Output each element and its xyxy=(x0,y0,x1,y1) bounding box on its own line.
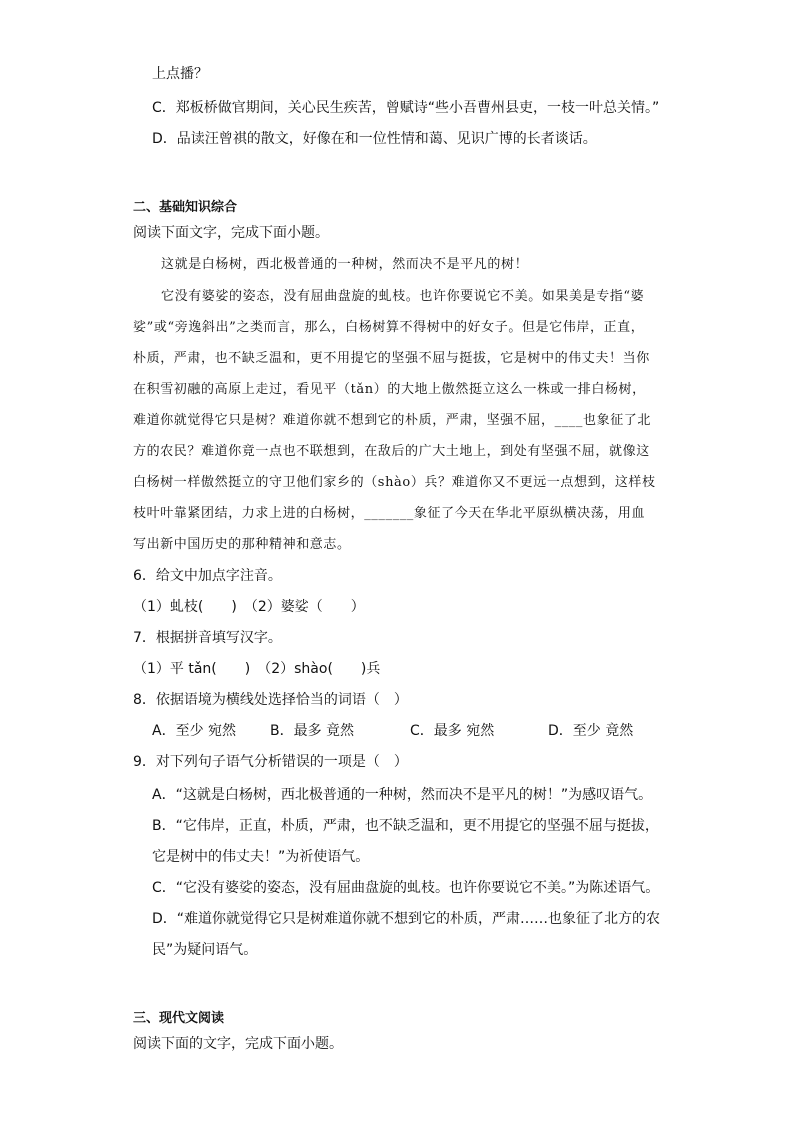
question-9-option-b-cont: 它是树中的伟丈夫！”为祈使语气。 xyxy=(152,849,370,865)
question-7-stem: 7．根据拼音填写汉字。 xyxy=(133,630,282,646)
question-6-stem: 6．给文中加点字注音。 xyxy=(133,568,282,584)
passage-line: 方的农民？难道你竟一点也不联想到，在敌后的广大土地上，到处有坚强不屈，就像这 xyxy=(133,444,650,459)
question-8-option-d: D．至少 竟然 xyxy=(548,723,634,739)
question-8-stem: 8．依据语境为横线处选择恰当的词语（ ） xyxy=(133,692,408,708)
section-title-basic-knowledge: 二、基础知识综合 xyxy=(133,200,238,215)
section-intro: 阅读下面文字，完成下面小题。 xyxy=(133,225,329,241)
question-continuation: 上点播？ xyxy=(152,66,208,82)
section-intro-modern-reading: 阅读下面的文字，完成下面小题。 xyxy=(133,1036,343,1052)
question-9-stem: 9．对下列句子语气分析错误的一项是（ ） xyxy=(133,754,408,770)
passage-line: 在积雪初融的高原上走过，看见平（tǎn）的大地上傲然挺立这么一株或一排白杨树， xyxy=(133,382,646,397)
section-title-modern-reading: 三、现代文阅读 xyxy=(133,1011,225,1026)
question-9-option-c: C．“它没有婆娑的姿态，没有屈曲盘旋的虬枝。也许你要说它不美。”为陈述语气。 xyxy=(152,880,660,896)
passage-line: 枝叶叶靠紧团结，力求上进的白杨树，_______象征了今天在华北平原纵横决荡，用血 xyxy=(133,506,646,521)
passage-line: 朴质，严肃，也不缺乏温和，更不用提它的坚强不屈与挺拔，它是树中的伟丈夫！当你 xyxy=(133,351,650,366)
question-9-option-d: D．“难道你就觉得它只是树难道你就不想到它的朴质，严肃……也象征了北方的农 xyxy=(152,911,661,927)
passage-line: 白杨树一样傲然挺立的守卫他们家乡的（shào）兵？难道你又不更远一点想到，这样枝 xyxy=(133,475,656,490)
passage-line: 这就是白杨树，西北极普通的一种树，然而决不是平凡的树！ xyxy=(161,257,529,272)
passage-line: 娑”或“旁逸斜出”之类而言，那么，白杨树算不得树中的好女子。但是它伟岸，正直， xyxy=(133,320,645,335)
question-9-option-b: B．“它伟岸，正直，朴质，严肃，也不缺乏温和，更不用提它的坚强不屈与挺拔， xyxy=(152,818,659,834)
passage-line: 难道你就觉得它只是树？难道你就不想到它的朴质，严肃，坚强不屈，____也象征了北 xyxy=(133,413,652,428)
question-8-option-b: B．最多 竟然 xyxy=(270,723,355,739)
question-6-parts: （1）虬枝( ) （2）婆娑（ ） xyxy=(133,599,365,615)
question-8-option-a: A．至少 宛然 xyxy=(152,723,237,739)
option-c: C．郑板桥做官期间，关心民生疾苦，曾赋诗“些小吾曹州县吏，一枝一叶总关情。” xyxy=(152,100,660,116)
question-8-option-c: C．最多 宛然 xyxy=(410,723,495,739)
passage-line: 写出新中国历史的那种精神和意志。 xyxy=(133,537,351,552)
passage-line: 它没有婆娑的姿态，没有屈曲盘旋的虬枝。也许你要说它不美。如果美是专指“婆 xyxy=(161,289,645,304)
option-d: D．品读汪曾祺的散文，好像在和一位性情和蔼、见识广博的长者谈话。 xyxy=(152,131,597,147)
question-9-option-d-cont: 民”为疑问语气。 xyxy=(152,942,258,958)
question-7-parts: （1）平 tǎn( ) （2）shào( )兵 xyxy=(133,661,381,677)
question-9-option-a: A．“这就是白杨树，西北极普通的一种树，然而决不是平凡的树！”为感叹语气。 xyxy=(152,787,653,803)
